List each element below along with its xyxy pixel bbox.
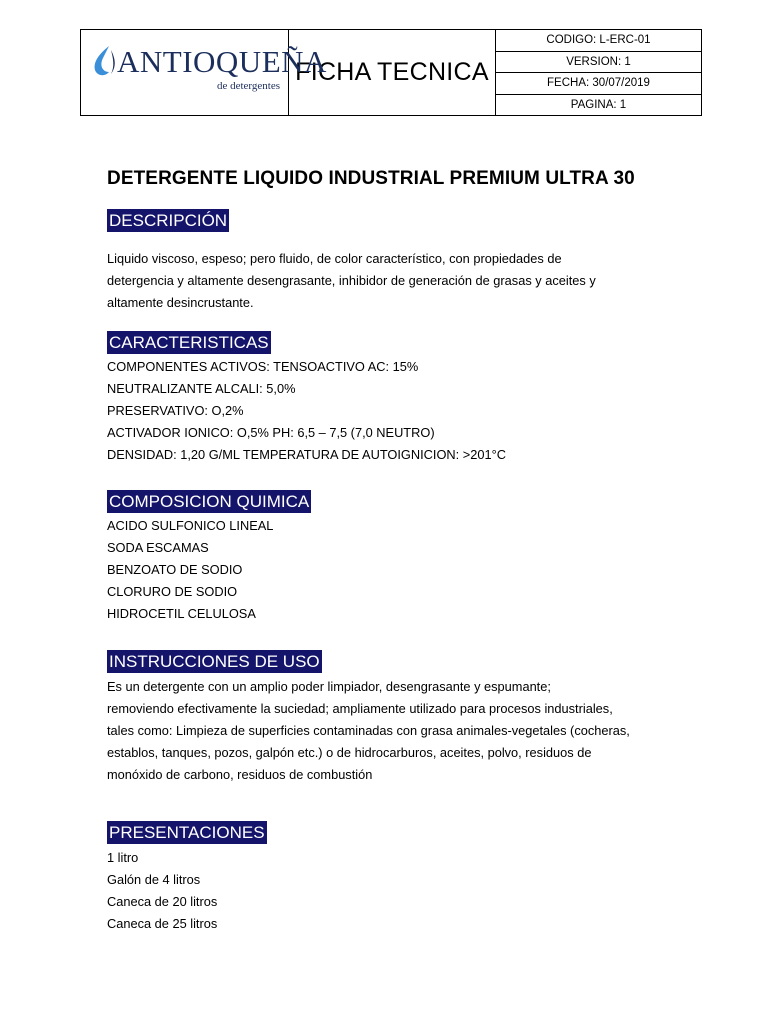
header-title: FICHA TECNICA: [289, 30, 496, 115]
company-logo: [81, 30, 327, 115]
section-heading-instrucciones: INSTRUCCIONES DE USO: [109, 652, 320, 671]
composicion-list: [107, 515, 667, 625]
descripcion-text: [107, 248, 667, 314]
list-item: BENZOATO DE SODIO: [107, 562, 243, 577]
list-item: DENSIDAD: 1,20 G/ML TEMPERATURA DE AUTOIGNICION: >201°C: [107, 447, 506, 462]
meta-pagina: PAGINA: 1: [570, 98, 627, 111]
list-item: CLORURO DE SODIO: [107, 584, 238, 599]
list-item: NEUTRALIZANTE ALCALI: 5,0%: [107, 381, 296, 396]
text-line: monóxido de carbono, residuos de combustión: [107, 767, 373, 782]
list-item: PRESERVATIVO: O,2%: [107, 403, 244, 418]
text-line: detergencia y altamente desengrasante, inhibidor de generación de grasas y aceites y: [107, 273, 596, 288]
list-item: HIDROCETIL CELULOSA: [107, 606, 256, 621]
droplet-logo-icon: [89, 44, 119, 78]
logo-wordmark: ANTIOQUEÑA: [117, 44, 327, 79]
list-item: ACTIVADOR IONICO: O,5% PH: 6,5 – 7,5 (7,0 NEUTRO): [107, 425, 435, 440]
logo-subtitle: de detergentes: [216, 80, 280, 92]
text-line: establos, tanques, pozos, galpón etc.) o de hidrocarburos, aceites, polvo, residuos de: [107, 745, 592, 760]
document-title: DETERGENTE LIQUIDO INDUSTRIAL PREMIUM ULTRA 30: [107, 168, 635, 189]
list-item: Galón de 4 litros: [107, 872, 201, 887]
text-line: Es un detergente con un amplio poder limpiador, desengrasante y espumante;: [107, 679, 551, 694]
presentaciones-list: [107, 847, 667, 935]
section-heading-descripcion: DESCRIPCIÓN: [109, 211, 228, 230]
section-heading-caracteristicas: CARACTERISTICAS: [109, 333, 269, 352]
header-meta: [496, 30, 701, 115]
section-heading-composicion: COMPOSICION QUIMICA: [109, 492, 310, 511]
document-header: [80, 29, 702, 116]
list-item: ACIDO SULFONICO LINEAL: [107, 518, 274, 533]
text-line: tales como: Limpieza de superficies contaminadas con grasa animales-vegetales (cocheras,: [107, 723, 630, 738]
meta-version: VERSION: 1: [496, 52, 701, 74]
caracteristicas-list: [107, 356, 667, 466]
text-line: removiendo efectivamente la suciedad; ampliamente utilizado para procesos industriales,: [107, 701, 613, 716]
text-line: altamente desincrustante.: [107, 295, 254, 310]
text-line: Liquido viscoso, espeso; pero fluido, de color característico, con propiedades de: [107, 251, 562, 266]
meta-codigo: CODIGO: L-ERC-01: [496, 30, 701, 52]
list-item: 1 litro: [107, 850, 139, 865]
list-item: SODA ESCAMAS: [107, 540, 209, 555]
list-item: Caneca de 20 litros: [107, 894, 218, 909]
list-item: COMPONENTES ACTIVOS: TENSOACTIVO AC: 15%: [107, 359, 419, 374]
instrucciones-text: [107, 676, 667, 786]
meta-fecha: FECHA: 30/07/2019: [496, 73, 701, 95]
section-heading-presentaciones: PRESENTACIONES: [109, 823, 265, 842]
list-item: Caneca de 25 litros: [107, 916, 218, 931]
